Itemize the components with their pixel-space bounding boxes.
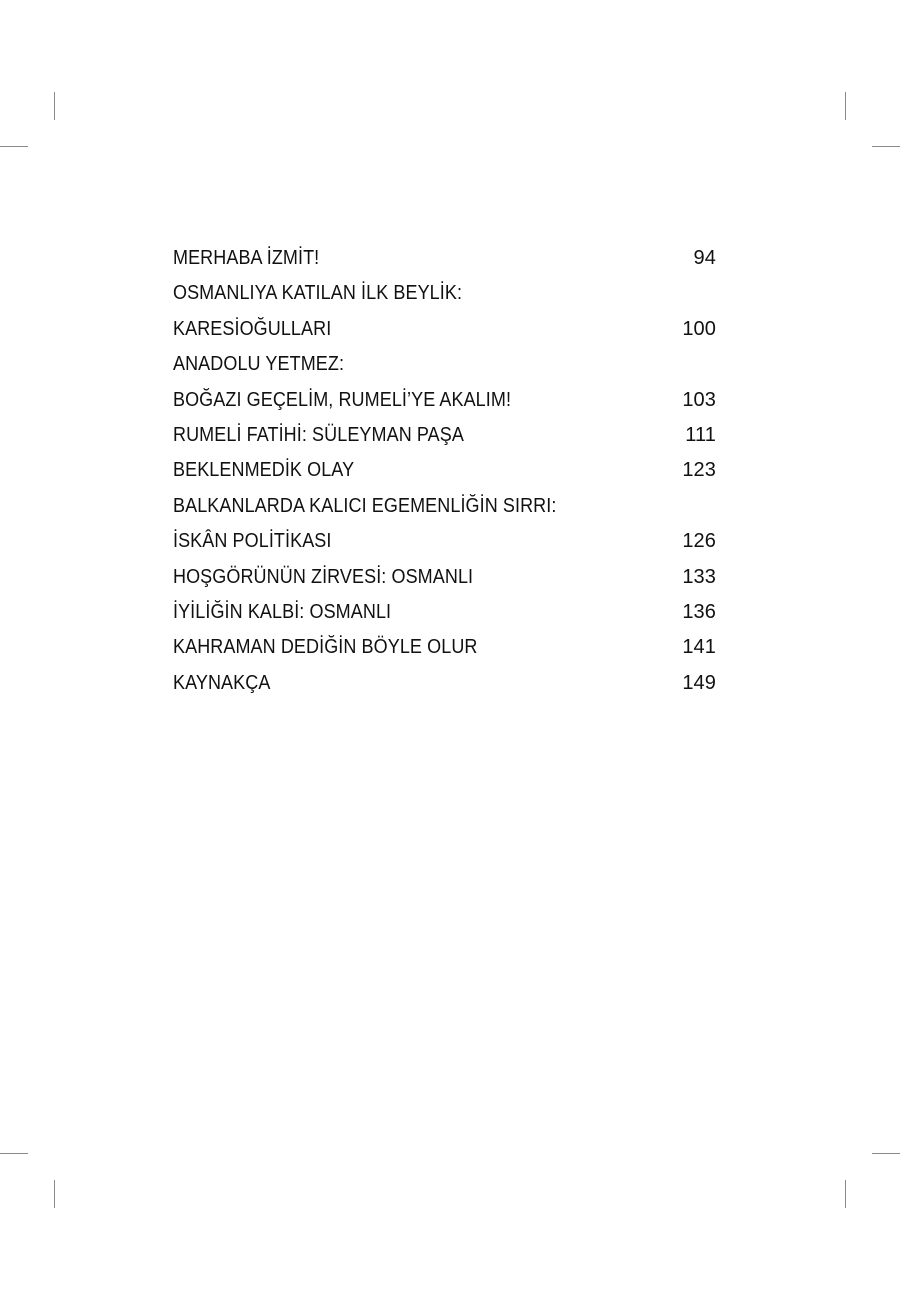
toc-entry (173, 453, 716, 488)
toc-entry (173, 524, 716, 559)
toc-entry-page: 111 (685, 423, 716, 446)
toc-entry (173, 595, 716, 630)
toc-entry-page: 133 (682, 565, 716, 588)
toc-entry-page: 136 (682, 600, 716, 623)
toc-entry-title: BEKLENMEDİK OLAY (173, 459, 355, 482)
toc-entry-page: 149 (682, 671, 716, 694)
toc-entry (173, 489, 716, 524)
crop-mark-top-right-vertical (845, 92, 846, 120)
toc-entry (173, 383, 716, 418)
crop-mark-bottom-right-horizontal (872, 1153, 900, 1154)
toc-entry-title: BOĞAZI GEÇELİM, RUMELİ’YE AKALIM! (173, 388, 512, 411)
toc-entry (173, 312, 716, 347)
toc-entry-page: 126 (682, 530, 716, 553)
toc-entry-title: RUMELİ FATİHİ: SÜLEYMAN PAŞA (173, 423, 464, 446)
toc-entry (173, 418, 716, 453)
crop-mark-top-left-vertical (54, 92, 55, 120)
toc-entry-page: 141 (682, 636, 716, 659)
toc-entry-title: KAYNAKÇA (173, 671, 271, 694)
table-of-contents (173, 241, 716, 701)
toc-entry (173, 630, 716, 665)
toc-entry-title: MERHABA İZMİT! (173, 247, 320, 269)
crop-mark-bottom-right-vertical (845, 1180, 846, 1208)
toc-entry-title: İYİLİĞİN KALBİ: OSMANLI (173, 600, 392, 623)
toc-entry-title: BALKANLARDA KALICI EGEMENLİĞİN SIRRI: (173, 494, 557, 517)
toc-entry-page: 100 (682, 317, 716, 340)
toc-entry-page: 123 (682, 459, 716, 482)
toc-entry-title: KAHRAMAN DEDİĞİN BÖYLE OLUR (173, 636, 478, 659)
toc-entry (173, 241, 716, 276)
toc-entry-title: OSMANLIYA KATILAN İLK BEYLİK: (173, 282, 463, 305)
toc-entry-title: HOŞGÖRÜNÜN ZİRVESİ: OSMANLI (173, 565, 474, 588)
toc-entry-title: İSKÂN POLİTİKASI (173, 530, 332, 553)
toc-entry-title: KARESİOĞULLARI (173, 317, 332, 340)
toc-entry (173, 666, 716, 701)
toc-entry-page: 103 (682, 388, 716, 411)
toc-entry-page: 94 (693, 247, 716, 269)
crop-mark-top-right-horizontal (872, 146, 900, 147)
crop-mark-bottom-left-horizontal (0, 1153, 28, 1154)
toc-entry (173, 347, 716, 382)
crop-mark-top-left-horizontal (0, 146, 28, 147)
toc-entry (173, 560, 716, 595)
toc-entry-title: ANADOLU YETMEZ: (173, 353, 345, 376)
crop-mark-bottom-left-vertical (54, 1180, 55, 1208)
toc-entry (173, 276, 716, 311)
